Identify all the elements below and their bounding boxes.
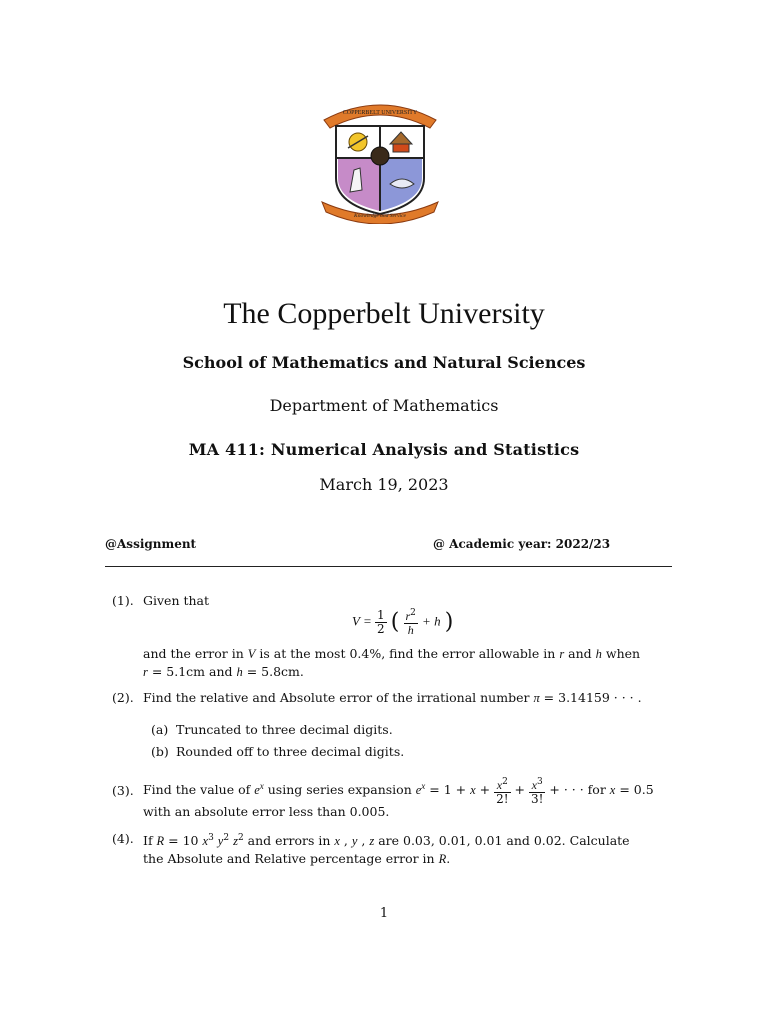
question-number: (4).	[112, 831, 134, 846]
question-text: If R = 10 $x^3$ $y^2$ $z^2$ and errors in x , y , z are 0.03, 0.01, 0.01 and 0.02. Calculate the Absolute and Relative percentage error in R.	[143, 833, 630, 867]
question-text: Find the relative and Absolute error of the irrational number π = 3.14159 · · · .	[143, 690, 642, 705]
question-number: (3).	[112, 783, 134, 798]
part-label: (b)	[151, 744, 169, 759]
course-title: MA 411: Numerical Analysis and Statistics	[188, 440, 580, 459]
part-text: Rounded off to three decimal digits.	[176, 744, 405, 759]
department-name: Department of Mathematics	[269, 396, 499, 415]
question-text-continued: with an absolute error less than 0.005.	[143, 804, 390, 819]
question-number: (2).	[112, 690, 134, 705]
part-label: (a)	[151, 722, 169, 737]
formula-v: V = $\frac{1}{2}$ ( $\frac{r^2}{h}$ + h )	[352, 607, 454, 637]
svg-text:COPPERBELT UNIVERSITY: COPPERBELT UNIVERSITY	[342, 110, 418, 116]
university-crest-logo	[318, 98, 442, 224]
header-divider	[105, 566, 672, 567]
assignment-label: @Assignment	[105, 537, 197, 551]
question-text: Given that	[143, 593, 210, 608]
question-text: Find the value of $e^x$ using series expansion $e^x = 1 + x$ + $\frac{x^2}{2!}$ + $\frac{x^3}{3!}$ + · · · for x = 0.5	[143, 776, 654, 806]
page-number: 1	[379, 906, 389, 921]
academic-year-label: @ Academic year: 2022/23	[433, 537, 611, 551]
university-title: The Copperbelt University	[223, 297, 545, 330]
part-text: Truncated to three decimal digits.	[176, 722, 393, 737]
document-date: March 19, 2023	[319, 475, 449, 494]
question-text-continued: and the error in V is at the most 0.4%, find the error allowable in r and h when r = 5.1cm and h = 5.8cm.	[143, 646, 641, 679]
svg-text:Knowledge and Service: Knowledge and Service	[354, 213, 406, 219]
question-number: (1).	[112, 593, 134, 608]
school-name: School of Mathematics and Natural Sciences	[182, 353, 586, 372]
